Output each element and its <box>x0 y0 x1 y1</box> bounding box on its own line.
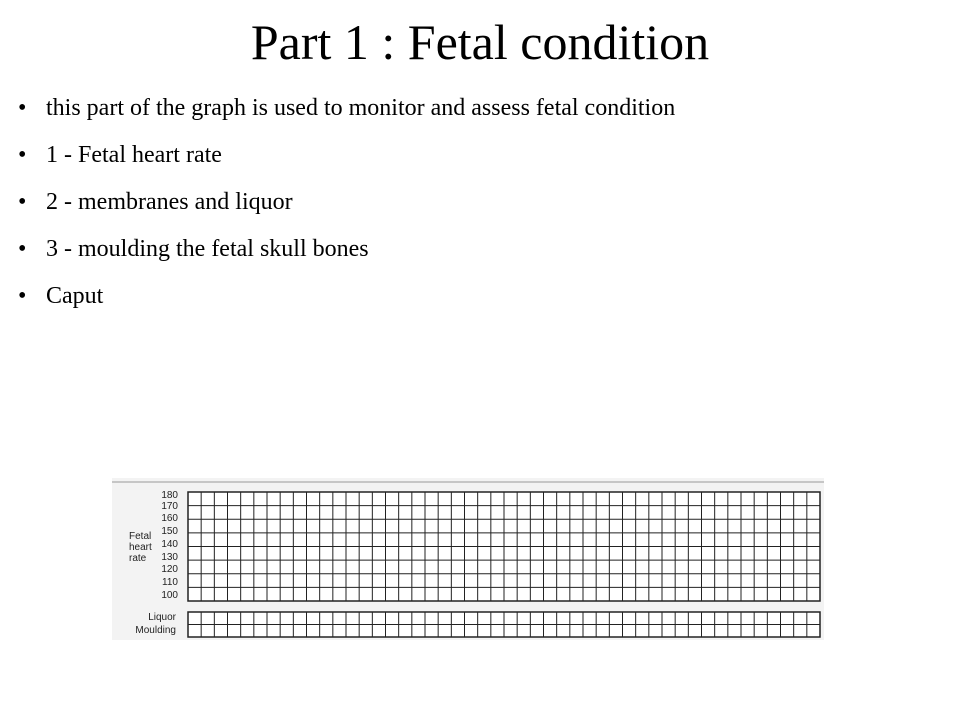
bullet-marker: • <box>18 95 27 121</box>
row-label-moulding: Moulding <box>135 625 176 636</box>
y-tick-label: 130 <box>161 552 178 563</box>
y-tick-label: 160 <box>161 513 178 524</box>
partograph-figure <box>112 478 824 640</box>
bullet-item <box>18 139 675 171</box>
row-label-liquor: Liquor <box>148 612 176 623</box>
bullet-marker: • <box>18 189 27 215</box>
bullet-item <box>18 233 675 265</box>
bullet-marker: • <box>18 283 27 309</box>
bullet-text: 1 - Fetal heart rate <box>46 142 222 168</box>
y-tick-label: 150 <box>161 526 178 537</box>
bullet-text: 2 - membranes and liquor <box>46 189 293 215</box>
grid-lines <box>188 492 820 637</box>
partograph-grid <box>112 478 824 640</box>
y-axis-label-line: heart <box>129 542 152 553</box>
y-tick-label: 140 <box>161 539 178 550</box>
y-tick-label: 100 <box>161 590 178 601</box>
bullet-text: 3 - moulding the fetal skull bones <box>46 236 369 262</box>
y-tick-label: 180 <box>161 490 178 501</box>
bullet-marker: • <box>18 142 27 168</box>
bullet-marker: • <box>18 236 27 262</box>
bullet-text: Caput <box>46 283 104 309</box>
bullet-list <box>18 92 675 327</box>
bullet-item <box>18 280 675 312</box>
y-axis-label-line: rate <box>129 553 147 564</box>
y-tick-label: 170 <box>161 501 178 512</box>
y-tick-label: 120 <box>161 564 178 575</box>
bullet-item <box>18 186 675 218</box>
slide-title: Part 1 : Fetal condition <box>250 14 710 70</box>
y-axis-label-line: Fetal <box>129 531 152 542</box>
bullet-item <box>18 92 675 124</box>
bullet-text: this part of the graph is used to monitor and assess fetal condition <box>46 95 676 121</box>
y-tick-label: 110 <box>162 577 178 588</box>
